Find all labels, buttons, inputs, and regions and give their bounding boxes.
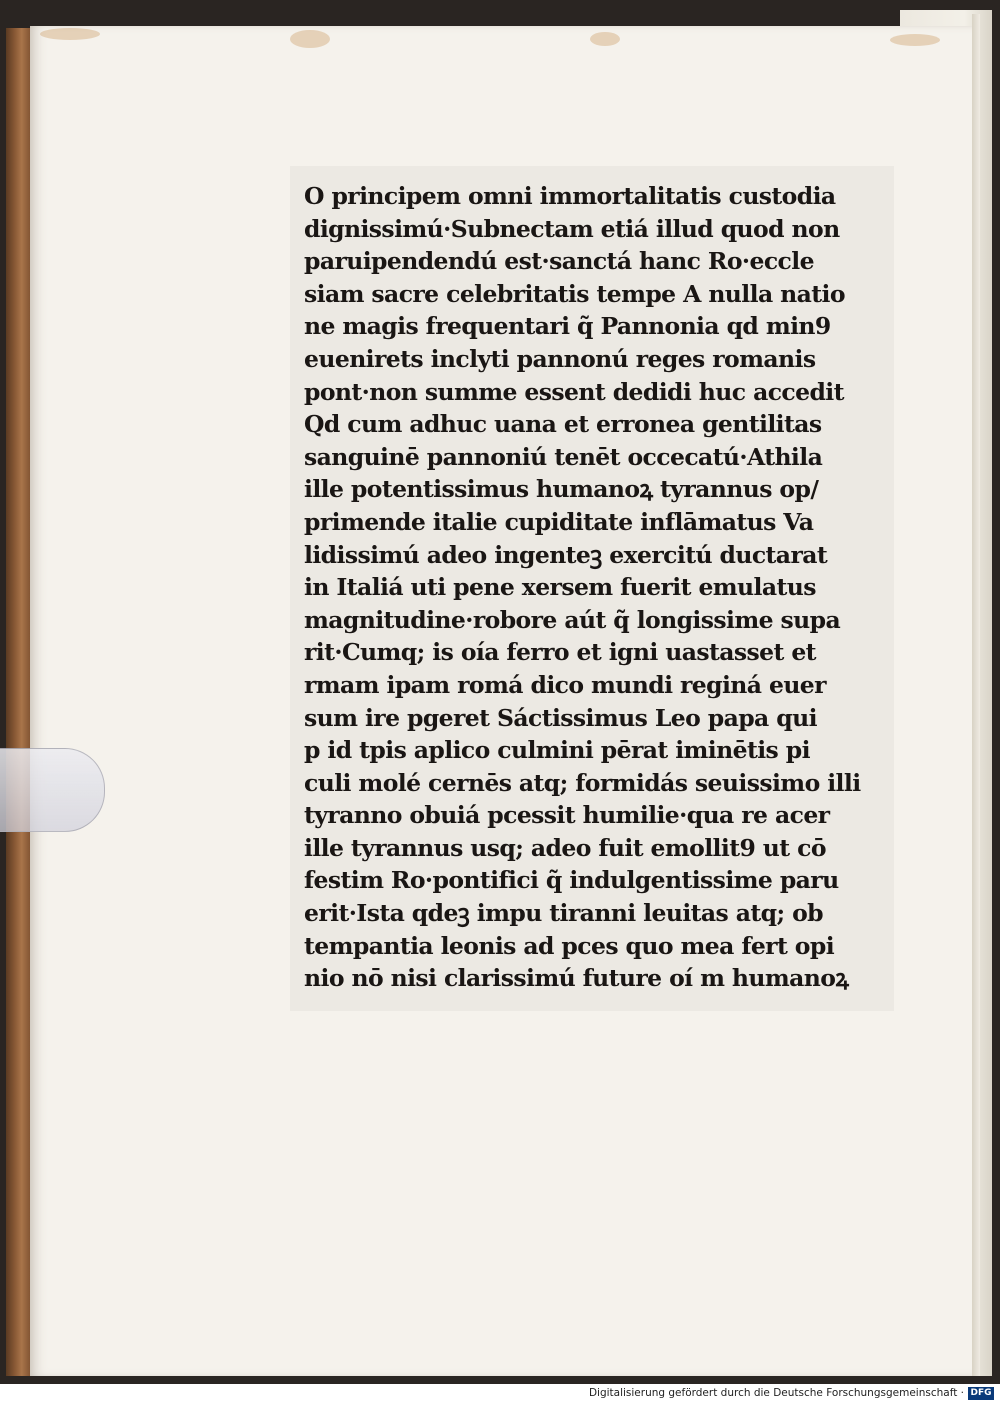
incunable-text-block bbox=[290, 166, 894, 1011]
text-line: sanguinē pannoniú tenēt occecatú·Athila bbox=[304, 442, 823, 471]
foxing-stain bbox=[890, 34, 940, 46]
text-line: rit·Cumq; is oía ferro et igni uastasset et bbox=[304, 638, 816, 667]
book-binding bbox=[6, 28, 32, 1376]
text-line: euenirets inclyti pannonú reges romanis bbox=[304, 344, 816, 373]
text-line: ille potentissimus humanoꝝ tyrannus op/ bbox=[304, 475, 819, 504]
text-line: in Italiá uti pene xersem fuerit emulatus bbox=[304, 573, 816, 602]
text-line: dignissimú·Subnectam etiá illud quod non bbox=[304, 214, 840, 243]
text-line: erit·Ista qdeꝫ impu tiranni leuitas atq; ob bbox=[304, 899, 824, 928]
text-line: culi molé cernēs atq; formidás seuissimo illi bbox=[304, 768, 861, 797]
text-line: p id tpis aplico culmini pērat iminētis pi bbox=[304, 736, 810, 765]
text-line: tyranno obuiá pcessit humilie·qua re acer bbox=[304, 801, 830, 830]
text-line: festim Ro·pontifici q̃ indulgentissime paru bbox=[304, 866, 839, 895]
text-line: Qd cum adhuc uana et erronea gentilitas bbox=[304, 410, 822, 439]
text-line: nio nō nisi clarissimú future oí m humanoꝝ bbox=[304, 964, 849, 993]
foxing-stain bbox=[590, 32, 620, 46]
funding-credit: Digitalisierung gefördert durch die Deutsche Forschungsgemeinschaft · bbox=[588, 1387, 964, 1399]
foxing-stain bbox=[40, 28, 100, 40]
page-clip-tab bbox=[0, 748, 105, 832]
text-line: pont·non summe essent dedidi huc accedit bbox=[304, 377, 844, 406]
text-line: sum ire pgeret Sáctissimus Leo papa qui bbox=[304, 703, 817, 732]
text-line: siam sacre celebritatis tempe A nulla natio bbox=[304, 279, 845, 308]
text-line: magnitudine·robore aút q̃ longissime supa bbox=[304, 605, 841, 634]
text-line: primende italie cupiditate inflāmatus Va bbox=[304, 507, 814, 536]
footer-bar bbox=[0, 1384, 1000, 1404]
text-line: O principem omni immortalitatis custodia bbox=[304, 182, 836, 210]
text-line: tempantia leonis ad pces quo mea fert opi bbox=[304, 931, 835, 960]
text-line: ille tyrannus usq; adeo fuit emollit9 ut cō bbox=[304, 833, 826, 862]
text-line: ne magis frequentari q̃ Pannonia qd min9 bbox=[304, 312, 831, 341]
text-line: lidissimú adeo ingenteꝫ exercitú ductarat bbox=[304, 540, 828, 569]
foxing-stain bbox=[290, 30, 330, 48]
page-edge bbox=[972, 14, 980, 1376]
dfg-logo: DFG bbox=[968, 1387, 994, 1400]
text-line: paruipendendú est·sanctá hanc Ro·eccle bbox=[304, 247, 814, 276]
text-line: rmam ipam romá dico mundi reginá euer bbox=[304, 670, 826, 699]
